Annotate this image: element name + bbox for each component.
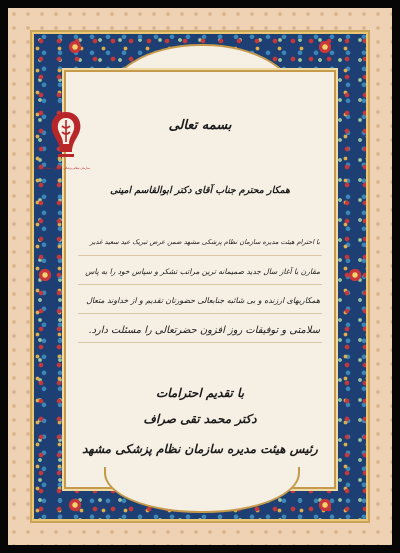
- body-line-3: همکاریهای ارزنده و بی شائبه جنابعالی حضورتان تقدیم و از خداوند متعال: [86, 296, 320, 305]
- logo-caption: سازمان نظام پزشکی جمهوری اسلامی ایران: [34, 166, 90, 170]
- ruled-line: [78, 342, 322, 343]
- ruled-line: [78, 284, 322, 285]
- ruled-line: [78, 313, 322, 314]
- floral-ornament-icon: [318, 498, 332, 512]
- closing-line: با تقدیم احترامات: [155, 386, 245, 400]
- certificate-page: [8, 8, 392, 545]
- body-line-2: مقارن با آغاز سال جدید صمیمانه ترین مراتب تشکر و سپاس خود را به پاس: [85, 267, 320, 276]
- floral-ornament-icon: [38, 268, 52, 282]
- body-line-1: با احترام هیئت مدیره سازمان نظام پزشکی مشهد ضمن عرض تبریک عید سعید غدیر: [90, 238, 320, 246]
- signatory-title: رئیس هیئت مدیره سازمان نظام پزشکی مشهد: [82, 442, 318, 456]
- body-line-4: سلامتی و توفیقات روز افزون حضرتعالی را مسئلت دارد.: [88, 325, 320, 336]
- signatory-name: دکتر محمد تقی صراف: [143, 412, 257, 426]
- recipient-line: همکار محترم جناب آقای دکتر ابوالقاسم امینی: [110, 185, 290, 196]
- ruled-line: [78, 255, 322, 256]
- floral-ornament-icon: [68, 40, 82, 54]
- floral-ornament-icon: [348, 268, 362, 282]
- floral-ornament-icon: [68, 498, 82, 512]
- heading-basmala: بسمه تعالی: [168, 118, 232, 133]
- floral-ornament-icon: [318, 40, 332, 54]
